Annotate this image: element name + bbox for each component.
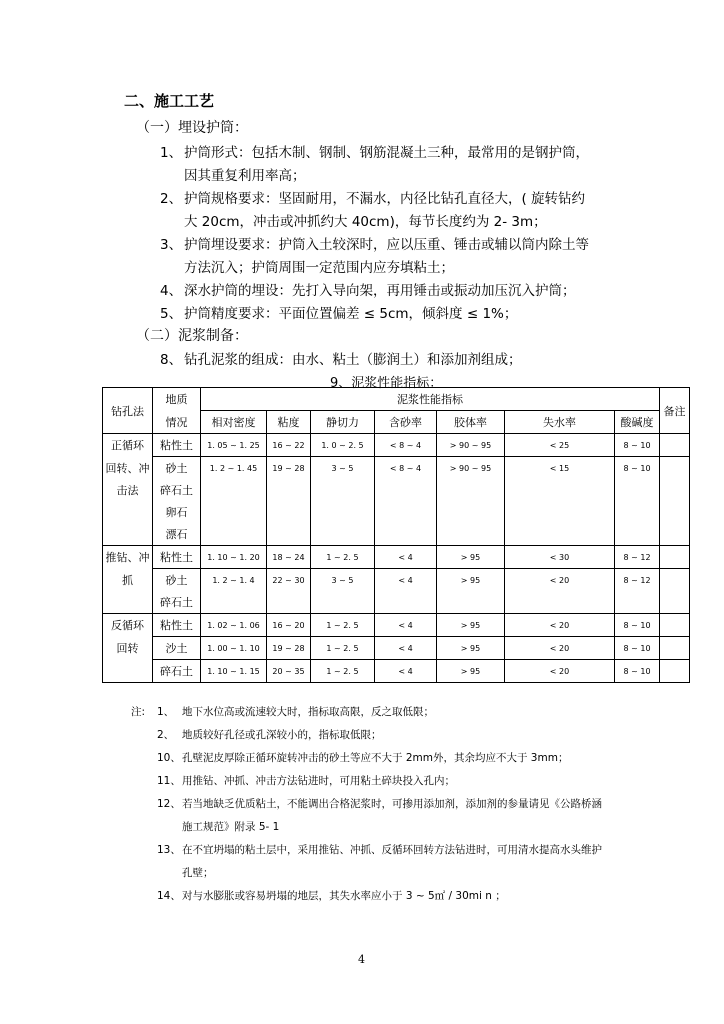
value-cell: 1 ~ 2. 5: [311, 637, 375, 660]
remark-cell: [660, 569, 690, 592]
value-cell: < 8 ~ 4: [375, 434, 437, 457]
note-num: 10、: [157, 752, 181, 764]
notes-label: 注:: [131, 706, 146, 718]
col-viscosity: 粘度: [267, 411, 311, 434]
note-num: 13、: [157, 844, 181, 856]
remark-cell: [660, 637, 690, 660]
subsection-title-casing: （一）埋设护筒：: [136, 120, 248, 136]
value-cell: 1. 2 ~ 1. 4: [201, 569, 267, 592]
remark-cell: [660, 457, 690, 480]
note-text: 对与水膨胀或容易坍塌的地层，其失水率应小于 3 ~ 5㎡ / 30mi n ；: [182, 890, 506, 902]
header-geology-2: 情况: [153, 411, 201, 434]
note-num: 2、: [157, 729, 175, 741]
item-4-num: 4、: [160, 283, 183, 299]
note-num: 11、: [157, 775, 181, 787]
header-remark: 备注: [660, 388, 690, 434]
item-1-line-2: 因其重复利用率高；: [184, 168, 306, 184]
value-cell: < 20: [505, 614, 615, 637]
value-cell: 8 ~ 10: [615, 660, 660, 683]
header-method: 钻孔法: [103, 388, 153, 434]
value-cell: 1. 05 ~ 1. 25: [201, 434, 267, 457]
header-group: 泥浆性能指标: [201, 388, 660, 411]
value-cell: < 20: [505, 569, 615, 592]
value-cell: 1 ~ 2. 5: [311, 614, 375, 637]
note-num: 1、: [157, 706, 175, 718]
value-cell: > 90 ~ 95: [437, 434, 505, 457]
value-cell: 16 ~ 20: [267, 614, 311, 637]
note-text: 孔壁泥皮厚除正循环旋转冲击的砂土等应不大于 2mm外，其余均应不大于 3mm；: [182, 752, 569, 764]
value-cell: 19 ~ 28: [267, 457, 311, 480]
value-cell: < 30: [505, 546, 615, 569]
value-cell: 18 ~ 24: [267, 546, 311, 569]
value-cell: 19 ~ 28: [267, 637, 311, 660]
geology-cell: 粘性土: [153, 614, 201, 637]
col-colloid-rate: 胶体率: [437, 411, 505, 434]
value-cell: 1. 10 ~ 1. 20: [201, 546, 267, 569]
subsection-title-slurry: （二）泥浆制备：: [136, 328, 248, 344]
value-cell: < 4: [375, 637, 437, 660]
item-1-line-1: 护筒形式：包括木制、钢制、钢筋混凝土三种，最常用的是钢护筒，: [184, 145, 589, 161]
table-subheader-row: [103, 411, 690, 434]
geology-cell: 卵石: [153, 501, 201, 523]
section-title: 二、施工工艺: [124, 92, 215, 110]
value-cell: 3 ~ 5: [311, 457, 375, 480]
item-1-num: 1、: [160, 145, 183, 161]
value-cell: 16 ~ 22: [267, 434, 311, 457]
method-cell: 反循环: [103, 614, 153, 637]
value-cell: < 4: [375, 660, 437, 683]
slurry-properties-table: [102, 387, 690, 683]
table-row: [103, 660, 690, 683]
table-row: [103, 569, 690, 592]
page-number: 4: [358, 953, 365, 966]
note-text: 若当地缺乏优质粘土，不能调出合格泥浆时，可掺用添加剂，添加剂的参量请见《公路桥涵: [182, 798, 602, 810]
value-cell: < 4: [375, 614, 437, 637]
value-cell: 1. 02 ~ 1. 06: [201, 614, 267, 637]
item-2-line-1: 护筒规格要求：坚固耐用，不漏水，内径比钻孔直径大，( 旋转钻约: [184, 191, 586, 207]
value-cell: 3 ~ 5: [311, 569, 375, 592]
method-cell: 推钻、冲: [103, 546, 153, 569]
table-row: [103, 501, 690, 523]
item-8-num: 8、: [160, 352, 183, 368]
geology-cell: 碎石土: [153, 591, 201, 614]
geology-cell: 砂土: [153, 569, 201, 592]
value-cell: > 95: [437, 637, 505, 660]
value-cell: 1. 0 ~ 2. 5: [311, 434, 375, 457]
table-row: [103, 591, 690, 614]
header-geology-1: 地质: [153, 388, 201, 411]
value-cell: 1. 10 ~ 1. 15: [201, 660, 267, 683]
geology-cell: 粘性土: [153, 546, 201, 569]
remark-cell: [660, 546, 690, 569]
value-cell: 1 ~ 2. 5: [311, 660, 375, 683]
col-sand-content: 含砂率: [375, 411, 437, 434]
value-cell: 8 ~ 12: [615, 546, 660, 569]
value-cell: > 95: [437, 614, 505, 637]
remark-cell: [660, 434, 690, 457]
note-text: 地质较好孔径或孔深较小的，指标取低限；: [182, 729, 382, 741]
col-water-loss: 失水率: [505, 411, 615, 434]
note-text: 用推钻、冲抓、冲击方法钻进时，可用粘土碎块投入孔内；: [182, 775, 455, 787]
item-5-line-1: 护筒精度要求：平面位置偏差 ≤ 5cm，倾斜度 ≤ 1%；: [184, 306, 518, 322]
col-density: 相对密度: [201, 411, 267, 434]
method-cell: 抓: [103, 569, 153, 592]
value-cell: > 95: [437, 546, 505, 569]
item-5-num: 5、: [160, 306, 183, 322]
col-ph: 酸碱度: [615, 411, 660, 434]
table-caption: 9、泥浆性能指标：: [330, 376, 443, 391]
note-text: 在不宜坍塌的粘土层中，采用推钻、冲抓、反循环回转方法钻进时，可用清水提高水头维护: [182, 844, 602, 856]
remark-cell: [660, 614, 690, 637]
item-3-line-1: 护筒埋设要求：护筒入土较深时，应以压重、锤击或辅以筒内除土等: [184, 237, 589, 253]
item-3-line-2: 方法沉入；护筒周围一定范围内应夯填粘土；: [184, 260, 454, 276]
method-cell: 回转: [103, 637, 153, 660]
method-cell: 正循环: [103, 434, 153, 457]
table-row: [103, 434, 690, 457]
value-cell: < 20: [505, 637, 615, 660]
value-cell: 8 ~ 10: [615, 434, 660, 457]
value-cell: 20 ~ 35: [267, 660, 311, 683]
note-num: 14、: [157, 890, 181, 902]
table-row: [103, 546, 690, 569]
value-cell: < 4: [375, 546, 437, 569]
table-row: [103, 637, 690, 660]
value-cell: 22 ~ 30: [267, 569, 311, 592]
value-cell: 8 ~ 10: [615, 457, 660, 480]
item-8-text: 钻孔泥浆的组成：由水、粘土（膨润土）和添加剂组成；: [184, 352, 522, 368]
remark-cell: [660, 660, 690, 683]
item-3-num: 3、: [160, 237, 183, 253]
item-2-line-2: 大 20cm，冲击或冲抓约大 40cm)，每节长度约为 2- 3m；: [184, 214, 547, 230]
value-cell: 8 ~ 10: [615, 614, 660, 637]
value-cell: 1. 2 ~ 1. 45: [201, 457, 267, 480]
value-cell: > 90 ~ 95: [437, 457, 505, 480]
col-gel-strength: 静切力: [311, 411, 375, 434]
value-cell: < 15: [505, 457, 615, 480]
value-cell: 1 ~ 2. 5: [311, 546, 375, 569]
value-cell: 8 ~ 10: [615, 637, 660, 660]
geology-cell: 碎石土: [153, 479, 201, 501]
table-row: [103, 457, 690, 480]
table-row: [103, 523, 690, 546]
item-2-num: 2、: [160, 191, 183, 207]
note-text: 地下水位高或流速较大时，指标取高限，反之取低限；: [182, 706, 434, 718]
table-row: [103, 479, 690, 501]
table-header-row: [103, 388, 690, 411]
value-cell: 1. 00 ~ 1. 10: [201, 637, 267, 660]
geology-cell: 砂土: [153, 457, 201, 480]
value-cell: > 95: [437, 569, 505, 592]
method-cell: 回转、冲: [103, 457, 153, 480]
value-cell: < 20: [505, 660, 615, 683]
geology-cell: 粘性土: [153, 434, 201, 457]
value-cell: 8 ~ 12: [615, 569, 660, 592]
method-cell: 击法: [103, 479, 153, 501]
value-cell: < 8 ~ 4: [375, 457, 437, 480]
note-text: 孔壁；: [182, 867, 214, 879]
value-cell: < 4: [375, 569, 437, 592]
geology-cell: 碎石土: [153, 660, 201, 683]
table-row: [103, 614, 690, 637]
geology-cell: 漂石: [153, 523, 201, 546]
note-text: 施工规范》附录 5- 1: [182, 821, 280, 833]
item-4-line-1: 深水护筒的埋设：先打入导向架，再用锤击或振动加压沉入护筒；: [184, 283, 576, 299]
note-num: 12、: [157, 798, 181, 810]
geology-cell: 沙土: [153, 637, 201, 660]
value-cell: > 95: [437, 660, 505, 683]
value-cell: < 25: [505, 434, 615, 457]
